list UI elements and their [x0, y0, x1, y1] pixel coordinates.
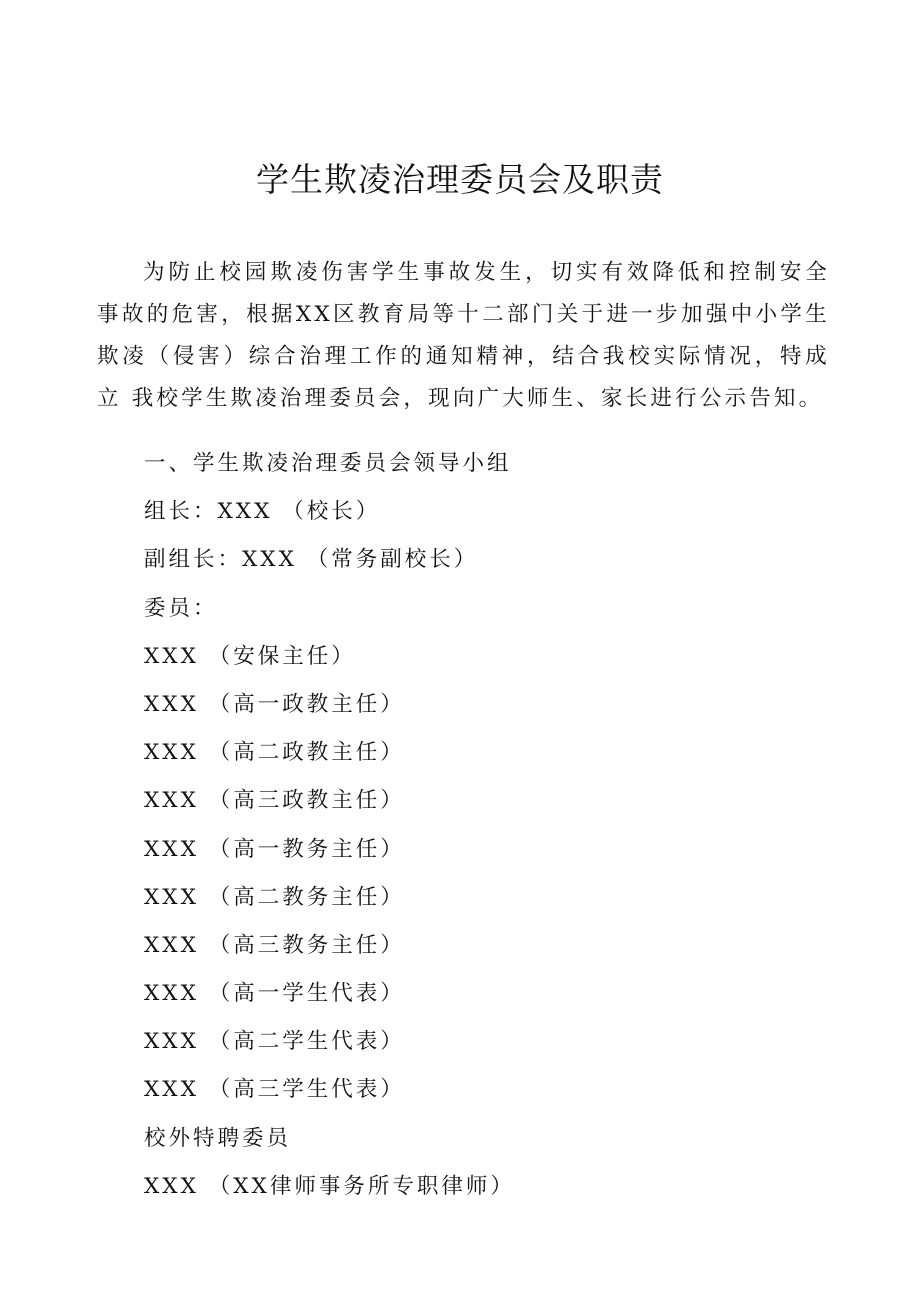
member-item: XXX （高二教务主任） [144, 885, 405, 910]
section-heading: 一、学生欺凌治理委员会领导小组 [144, 451, 512, 476]
member-item: XXX （高二学生代表） [144, 1029, 405, 1054]
member-item: XXX （高三政教主任） [144, 788, 405, 813]
member-item: XXX （高三教务主任） [144, 933, 405, 958]
intro-paragraph: 为防止校园欺凌伤害学生事故发生，切实有效降低和控制安全 事故的危害，根据XX区教育局等十二部门关于进一步加强中小学生 欺凌（侵害）综合治理工作的通知精神，结合我校实际情况，特成立 我校学生欺凌治理委员会，现向广大师生、家长进行公示告知。 [97, 260, 830, 411]
page-title: 学生欺凌治理委员会及职责 [256, 160, 664, 199]
member-item: XXX （高一政教主任） [144, 692, 405, 717]
leader-line: 组长：XXX （校长） [144, 499, 381, 524]
external-member-item: XXX （XX律师事务所专职律师） [144, 1174, 515, 1199]
external-members-label: 校外特聘委员 [144, 1126, 292, 1151]
member-item: XXX （高二政教主任） [144, 740, 405, 765]
deputy-leader-line: 副组长：XXX （常务副校长） [144, 547, 479, 572]
member-item: XXX （高一教务主任） [144, 837, 405, 862]
members-label: 委员： [144, 596, 218, 621]
member-item: XXX （安保主任） [144, 644, 356, 669]
member-item: XXX （高三学生代表） [144, 1077, 405, 1102]
member-item: XXX （高一学生代表） [144, 981, 405, 1006]
